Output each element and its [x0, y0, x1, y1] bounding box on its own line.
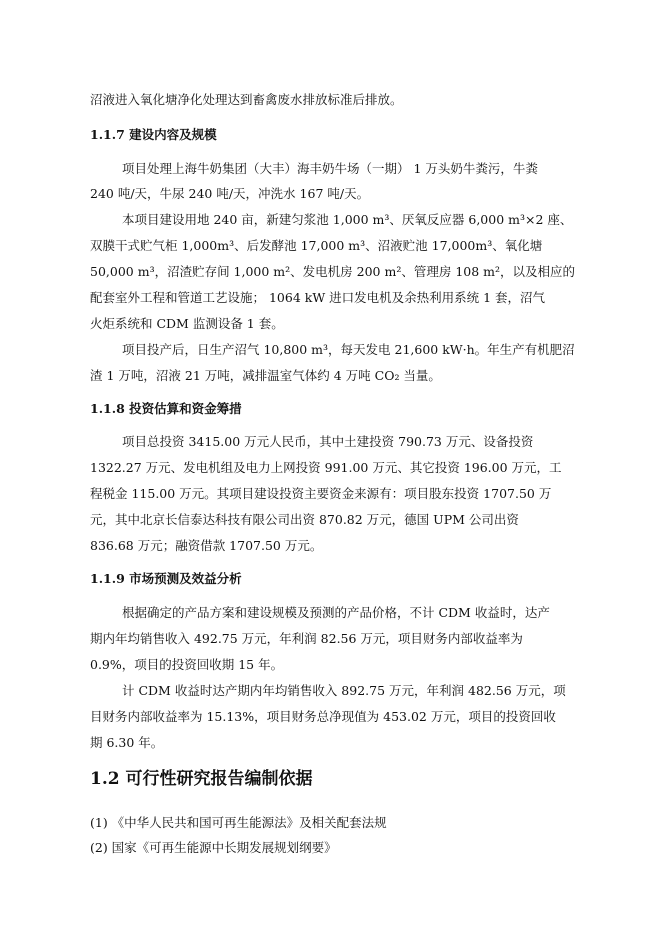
para-119-2-line-3: 期 6.30 年。	[90, 735, 164, 750]
heading-1-2: 1.2 可行性研究报告编制依据	[90, 769, 313, 789]
para-119-1-line-3: 0.9%，项目的投资回收期 15 年。	[90, 657, 284, 672]
para-118-line-2: 1322.27 万元、发电机组及电力上网投资 991.00 万元、其它投资 196.00 万元，工	[90, 460, 562, 475]
para-118-line-5: 836.68 万元；融资借款 1707.50 万元。	[90, 538, 323, 553]
para-118-line-1: 项目总投资 3415.00 万元人民币，其中土建投资 790.73 万元、设备投资	[122, 434, 534, 449]
heading-1-1-9: 1.1.9 市场预测及效益分析	[90, 571, 242, 586]
para-119-2-line-2: 目财务内部收益率为 15.13%，项目财务总净现值为 453.02 万元，项目的投资回收	[90, 709, 556, 724]
para-118-line-4: 元，其中北京长信泰达科技有限公司出资 870.82 万元，德国 UPM 公司出资	[90, 512, 519, 527]
para-117-3-line-1: 项目投产后，日生产沼气 10,800 m³，每天发电 21,600 kW·h。年生产有机肥沼	[122, 342, 575, 357]
para-119-1-line-1: 根据确定的产品方案和建设规模及预测的产品价格，不计 CDM 收益时，达产	[122, 605, 550, 620]
para-117-2-line-3: 50,000 m³，沼渣贮存间 1,000 m²、发电机房 200 m²、管理房 108 m²，以及相应的	[90, 264, 576, 279]
para-117-1-line-2: 240 吨/天，牛尿 240 吨/天，冲洗水 167 吨/天。	[90, 186, 370, 201]
para-117-2-line-4: 配套室外工程和管道工艺设施； 1064 kW 进口发电机及余热利用系统 1 套，沼气	[90, 290, 546, 305]
intro-line: 沼液进入氧化塘净化处理达到畜禽废水排放标准后排放。	[90, 92, 403, 107]
heading-1-1-7: 1.1.7 建设内容及规模	[90, 127, 217, 142]
para-119-1-line-2: 期内年均销售收入 492.75 万元，年利润 82.56 万元，项目财务内部收益率为	[90, 631, 523, 646]
reference-item-1: (1) 《中华人民共和国可再生能源法》及相关配套法规	[90, 815, 387, 830]
para-117-2-line-2: 双膜干式贮气柜 1,000m³、后发酵池 17,000 m³、沼液贮池 17,000m³、氧化塘	[90, 238, 543, 253]
para-119-2-line-1: 计 CDM 收益时达产期内年均销售收入 892.75 万元，年利润 482.56 万元，项	[122, 683, 566, 698]
para-117-3-line-2: 渣 1 万吨，沼液 21 万吨，减排温室气体约 4 万吨 CO₂ 当量。	[90, 368, 441, 383]
para-117-2-line-1: 本项目建设用地 240 亩，新建匀浆池 1,000 m³、厌氧反应器 6,000 m³×2 座、	[122, 212, 573, 227]
heading-1-1-8: 1.1.8 投资估算和资金筹措	[90, 401, 242, 416]
para-117-1-line-1: 项目处理上海牛奶集团（大丰）海丰奶牛场（一期） 1 万头奶牛粪污，牛粪	[122, 161, 538, 176]
para-117-2-line-5: 火炬系统和 CDM 监测设备 1 套。	[90, 316, 284, 331]
reference-item-2: (2) 国家《可再生能源中长期发展规划纲要》	[90, 840, 337, 855]
para-118-line-3: 程税金 115.00 万元。其项目建设投资主要资金来源有：项目股东投资 1707.50 万	[90, 486, 552, 501]
